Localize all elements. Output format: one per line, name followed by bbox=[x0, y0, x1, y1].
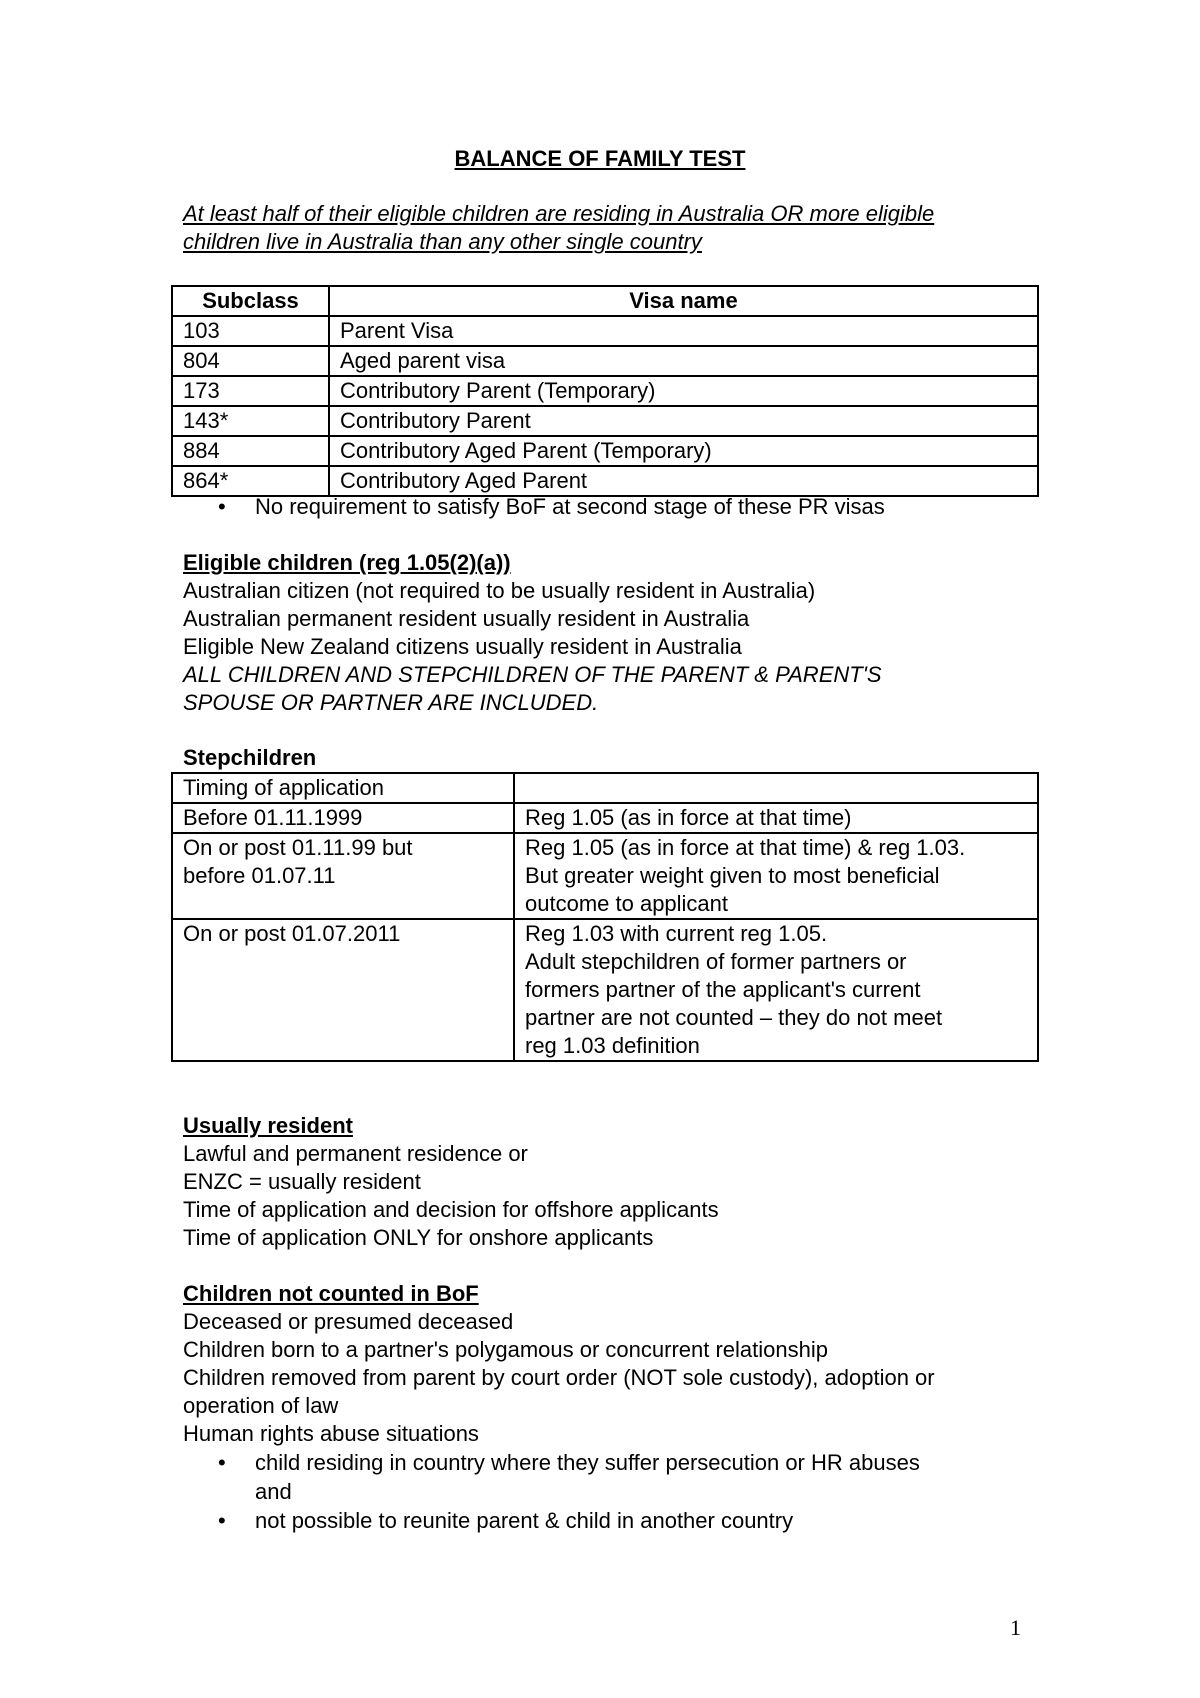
bullet-line: • child residing in country where they suffer persecution or HR abuses bbox=[255, 1450, 920, 1475]
subclass-cell: 804 bbox=[172, 346, 329, 376]
eligible-children-section bbox=[183, 549, 1043, 717]
cell-line: partner are not counted – they do not meet bbox=[525, 1005, 943, 1030]
emphasis-line: SPOUSE OR PARTNER ARE INCLUDED. bbox=[183, 690, 599, 715]
visa-name-cell: Parent Visa bbox=[329, 316, 1038, 346]
subclass-cell: 884 bbox=[172, 436, 329, 466]
text-line: ENZC = usually resident bbox=[183, 1169, 421, 1194]
cell-line: On or post 01.11.99 but bbox=[183, 835, 413, 860]
table-header-row bbox=[172, 286, 1038, 316]
text-line: Australian citizen (not required to be usually resident in Australia) bbox=[183, 578, 816, 603]
bullet-line: and bbox=[255, 1479, 292, 1504]
not-counted-section bbox=[183, 1280, 1043, 1448]
visa-name-cell: Contributory Aged Parent (Temporary) bbox=[329, 436, 1038, 466]
emphasis-line: ALL CHILDREN AND STEPCHILDREN OF THE PARENT & PARENT'S bbox=[183, 662, 882, 687]
cell-line: reg 1.03 definition bbox=[525, 1033, 700, 1058]
rule-cell bbox=[514, 919, 1038, 1061]
visa-name-cell: Contributory Parent bbox=[329, 406, 1038, 436]
cell-line: But greater weight given to most beneficial bbox=[525, 863, 940, 888]
cell-line: formers partner of the applicant's current bbox=[525, 977, 921, 1002]
list-item bbox=[218, 1448, 1038, 1506]
visa-name-cell: Contributory Parent (Temporary) bbox=[329, 376, 1038, 406]
section-heading: Children not counted in BoF bbox=[183, 1281, 479, 1306]
table-row bbox=[172, 803, 1038, 833]
text-line: Eligible New Zealand citizens usually resident in Australia bbox=[183, 634, 742, 659]
rule-cell bbox=[514, 833, 1038, 919]
table-row bbox=[172, 346, 1038, 376]
table-header-row bbox=[172, 773, 1038, 803]
list-item bbox=[218, 1506, 1038, 1535]
subclass-cell: 103 bbox=[172, 316, 329, 346]
table-row bbox=[172, 833, 1038, 919]
intro-line: At least half of their eligible children are residing in Australia OR more eligible bbox=[183, 201, 935, 226]
cell-line: Reg 1.05 (as in force at that time) bbox=[525, 805, 852, 830]
visa-name-cell: Contributory Aged Parent bbox=[329, 466, 1038, 496]
stepchildren-table bbox=[171, 772, 1039, 1062]
table-row bbox=[172, 406, 1038, 436]
cell-line: outcome to applicant bbox=[525, 891, 729, 916]
timing-cell bbox=[172, 919, 514, 1061]
text-line: Time of application ONLY for onshore applicants bbox=[183, 1225, 654, 1250]
text-line: Deceased or presumed deceased bbox=[183, 1309, 514, 1334]
bullet-line: • not possible to reunite parent & child in another country bbox=[255, 1508, 794, 1533]
text-line: Lawful and permanent residence or bbox=[183, 1141, 528, 1166]
cell-line: Reg 1.05 (as in force at that time) & reg 1.03. bbox=[525, 835, 966, 860]
rule-cell bbox=[514, 803, 1038, 833]
table-row bbox=[172, 316, 1038, 346]
section-heading: Usually resident bbox=[183, 1113, 353, 1138]
table-row bbox=[172, 919, 1038, 1061]
intro-line: children live in Australia than any other single country bbox=[183, 229, 702, 254]
document-title: BALANCE OF FAMILY TEST bbox=[454, 146, 746, 171]
page-number: 1 bbox=[1010, 1615, 1021, 1640]
subclass-cell: 864* bbox=[172, 466, 329, 496]
table-row bbox=[172, 376, 1038, 406]
subclass-cell: 173 bbox=[172, 376, 329, 406]
text-line: Time of application and decision for offshore applicants bbox=[183, 1197, 719, 1222]
cell-line: Adult stepchildren of former partners or bbox=[525, 949, 907, 974]
usually-resident-section bbox=[183, 1112, 1043, 1252]
text-line: operation of law bbox=[183, 1393, 339, 1418]
visa-subclass-table bbox=[171, 285, 1039, 497]
visa-name-cell: Aged parent visa bbox=[329, 346, 1038, 376]
table-row bbox=[172, 436, 1038, 466]
timing-header-cell: Timing of application bbox=[172, 773, 514, 803]
timing-cell bbox=[172, 833, 514, 919]
rule-header-cell bbox=[514, 773, 1038, 803]
cell-line: before 01.07.11 bbox=[183, 863, 336, 888]
intro-text bbox=[183, 200, 1043, 256]
timing-cell bbox=[172, 803, 514, 833]
text-line: Human rights abuse situations bbox=[183, 1421, 479, 1446]
text-line: Children born to a partner's polygamous or concurrent relationship bbox=[183, 1337, 828, 1362]
section-heading: Eligible children (reg 1.05(2)(a)) bbox=[183, 550, 511, 575]
cell-line: Reg 1.03 with current reg 1.05. bbox=[525, 921, 828, 946]
stepchildren-heading: Stepchildren bbox=[183, 745, 317, 770]
text-line: Australian permanent resident usually resident in Australia bbox=[183, 606, 750, 631]
column-header-subclass: Subclass bbox=[172, 286, 329, 316]
text-line: Children removed from parent by court order (NOT sole custody), adoption or bbox=[183, 1365, 935, 1390]
cell-line: Before 01.11.1999 bbox=[183, 805, 363, 830]
list-item: • No requirement to satisfy BoF at second stage of these PR visas bbox=[218, 492, 1038, 521]
cell-line: On or post 01.07.2011 bbox=[183, 921, 401, 946]
subclass-cell: 143* bbox=[172, 406, 329, 436]
visa-note-list bbox=[218, 492, 1038, 521]
not-counted-bullets bbox=[218, 1448, 1038, 1535]
column-header-visa-name: Visa name bbox=[329, 286, 1038, 316]
